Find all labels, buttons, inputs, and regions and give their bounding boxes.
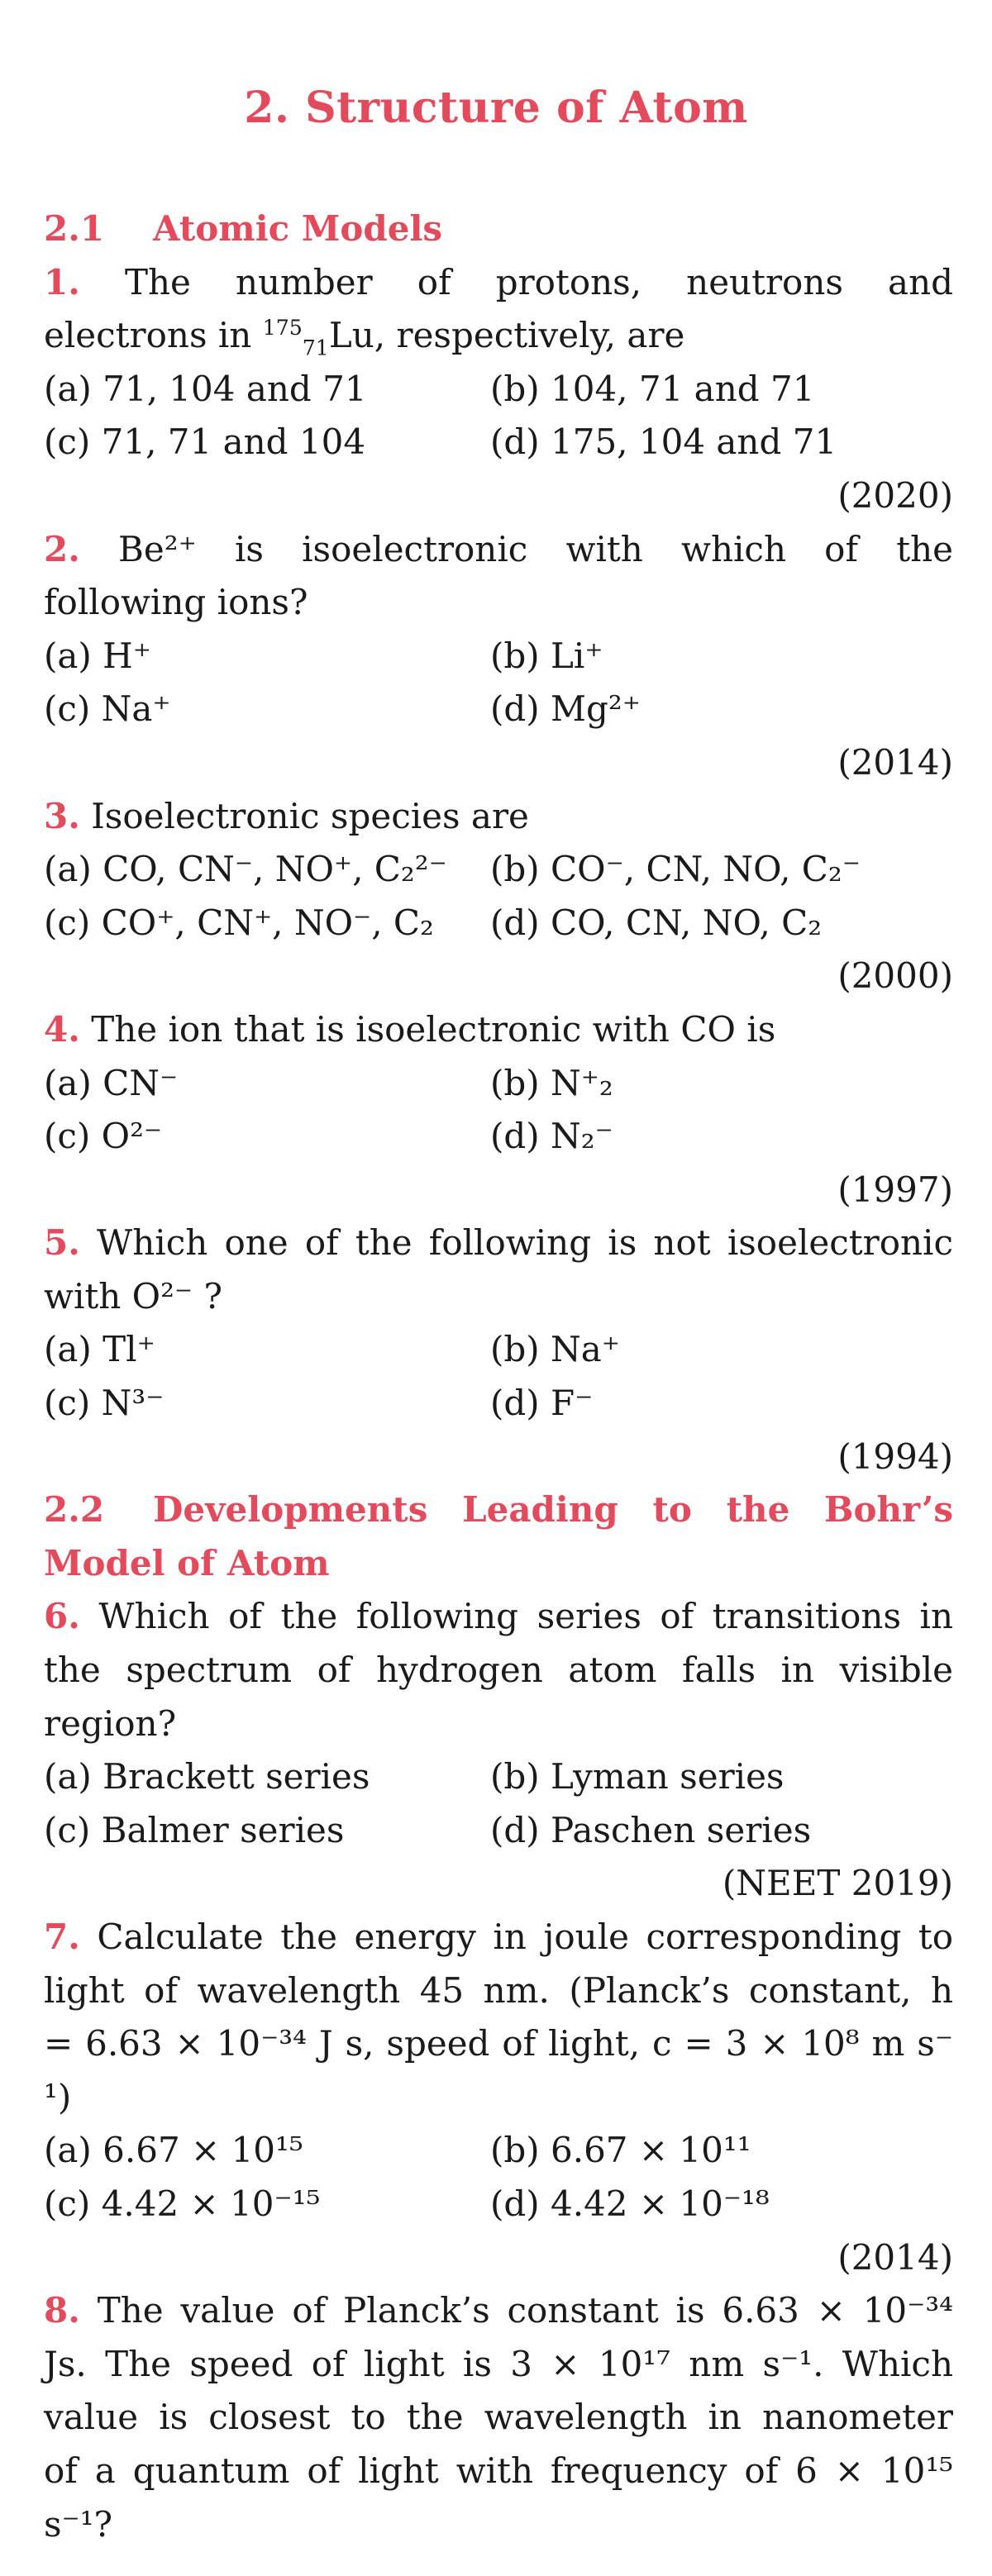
question-number: 5. [44,1222,80,1264]
option-a: (a) 71, 104 and 71 [44,368,367,409]
page-title: 2. Structure of Atom [244,83,748,133]
question-3 [44,790,953,1003]
question-number: 4. [44,1008,80,1050]
option-c: (c) CO⁺, CN⁺, NO⁻, C₂ [44,902,434,943]
options-row [44,1057,953,1111]
options-row [44,1110,953,1164]
options-row [44,363,953,417]
question-year: (2014) [837,2236,953,2278]
question-text [44,1003,953,1057]
option-c: (c) Na⁺ [44,688,171,730]
question-year: (1994) [837,1436,953,1477]
options-row [44,416,953,469]
option-a: (a) CN⁻ [44,1062,179,1103]
option-c: (c) O²⁻ [44,1116,163,1157]
option-b: (b) Lyman series [490,1756,785,1797]
question-5 [44,1217,953,1483]
options-row [44,1323,953,1377]
question-year: (NEET 2019) [722,1863,953,1904]
question-text [44,1911,953,1964]
question-year: (2020) [837,474,953,516]
option-d: (d) F⁻ [490,1383,594,1424]
options-row [44,897,953,950]
question-text-line: Be²⁺ is isoelectronic with which of the [118,528,953,569]
question-text-line: Which one of the following is not isoelectronic [97,1222,953,1264]
options-row [44,843,953,897]
options-row [44,2124,953,2178]
option-d: (d) Paschen series [490,1809,812,1850]
question-year: (2014) [837,741,953,783]
section-heading-2-1 [44,202,953,256]
option-d: (d) 175, 104 and 71 [490,421,837,463]
question-8 [44,2284,953,2551]
section-title: Atomic Models [153,208,443,249]
element-symbol: Lu [328,315,374,356]
question-text-line: value is closest to the wavelength in nanometer [44,2397,953,2438]
options-row [44,1750,953,1804]
options-row [44,2178,953,2231]
question-number: 7. [44,1917,80,1957]
question-text-line: , respectively, are [374,315,685,356]
option-c: (c) 4.42 × 10⁻¹⁵ [44,2183,321,2224]
question-1 [44,256,953,523]
option-c: (c) N³⁻ [44,1383,165,1424]
question-number: 3. [44,795,80,836]
question-text-line: of a quantum of light with frequency of 6 × 10¹⁵ [44,2450,953,2491]
question-text-line: The ion that is isoelectronic with CO is [91,1008,776,1050]
question-text-line: ¹) [44,2076,72,2117]
question-number: 8. [44,2290,80,2331]
option-a: (a) 6.67 × 10¹⁵ [44,2130,303,2171]
option-d: (d) Mg²⁺ [490,688,641,730]
question-text [44,1217,953,1270]
question-text-line: region? [44,1702,177,1744]
mass-number: 175 [262,316,303,340]
question-text-line: The number of protons, neutrons and [124,261,954,302]
option-b: (b) Na⁺ [490,1329,620,1370]
question-text [44,523,953,577]
option-b: (b) 6.67 × 10¹¹ [490,2130,751,2171]
question-text [44,1590,953,1644]
options-row [44,1377,953,1431]
question-text-line: Js. The speed of light is 3 × 10¹⁷ nm s⁻¹. Which [44,2343,953,2384]
option-b: (b) CO⁻, CN, NO, C₂⁻ [490,849,861,890]
question-year: (1997) [837,1169,953,1210]
section-number: 2.2 [44,1489,105,1531]
section-number: 2.1 [44,208,105,249]
question-year: (2000) [837,955,953,997]
option-c: (c) 71, 71 and 104 [44,421,366,463]
question-text-line: = 6.63 × 10⁻³⁴ J s, speed of light, c = 3 × 10⁸ m s⁻ [44,2023,953,2064]
question-text-line: s⁻¹? [44,2503,113,2545]
question-text-line: light of wavelength 45 nm. (Planck’s constant, h [44,1969,953,2011]
content [44,202,953,2551]
option-b: (b) N⁺₂ [490,1062,613,1103]
options-row [44,1804,953,1858]
question-text-line: with O²⁻ ? [44,1275,222,1317]
section-heading-2-2 [44,1483,953,1537]
atomic-number: 71 [302,336,329,360]
question-text-line: Which of the following series of transitions in [98,1596,953,1637]
question-text-line: Isoelectronic species are [91,795,529,836]
question-text [44,790,953,844]
question-2 [44,523,953,790]
option-a: (a) H⁺ [44,635,151,676]
option-b: (b) Li⁺ [490,635,603,676]
option-a: (a) Brackett series [44,1756,370,1797]
question-text-line: Calculate the energy in joule corresponding to [97,1917,953,1957]
option-d: (d) CO, CN, NO, C₂ [490,902,823,943]
question-number: 1. [44,261,80,302]
section-title-line: Model of Atom [44,1542,330,1583]
question-text-line: the spectrum of hydrogen atom falls in visible [44,1650,953,1691]
option-c: (c) Balmer series [44,1809,345,1850]
question-6 [44,1590,953,1911]
option-d: (d) 4.42 × 10⁻¹⁸ [490,2183,770,2224]
question-text-line: following ions? [44,582,308,623]
question-text-line: electrons in [44,315,263,356]
question-text-line: The value of Planck’s constant is 6.63 × 10⁻³⁴ [97,2290,953,2331]
options-row [44,630,953,683]
option-b: (b) 104, 71 and 71 [490,368,815,409]
option-a: (a) CO, CN⁻, NO⁺, C₂²⁻ [44,849,447,890]
option-a: (a) Tl⁺ [44,1329,155,1370]
options-row [44,683,953,736]
question-4 [44,1003,953,1217]
question-number: 2. [44,528,80,569]
question-text [44,2284,953,2338]
question-7 [44,1911,953,2284]
question-text [44,309,953,363]
option-d: (d) N₂⁻ [490,1116,613,1157]
question-number: 6. [44,1596,80,1637]
question-text [44,256,953,310]
section-title: Developments Leading to the Bohr’s [153,1489,953,1531]
